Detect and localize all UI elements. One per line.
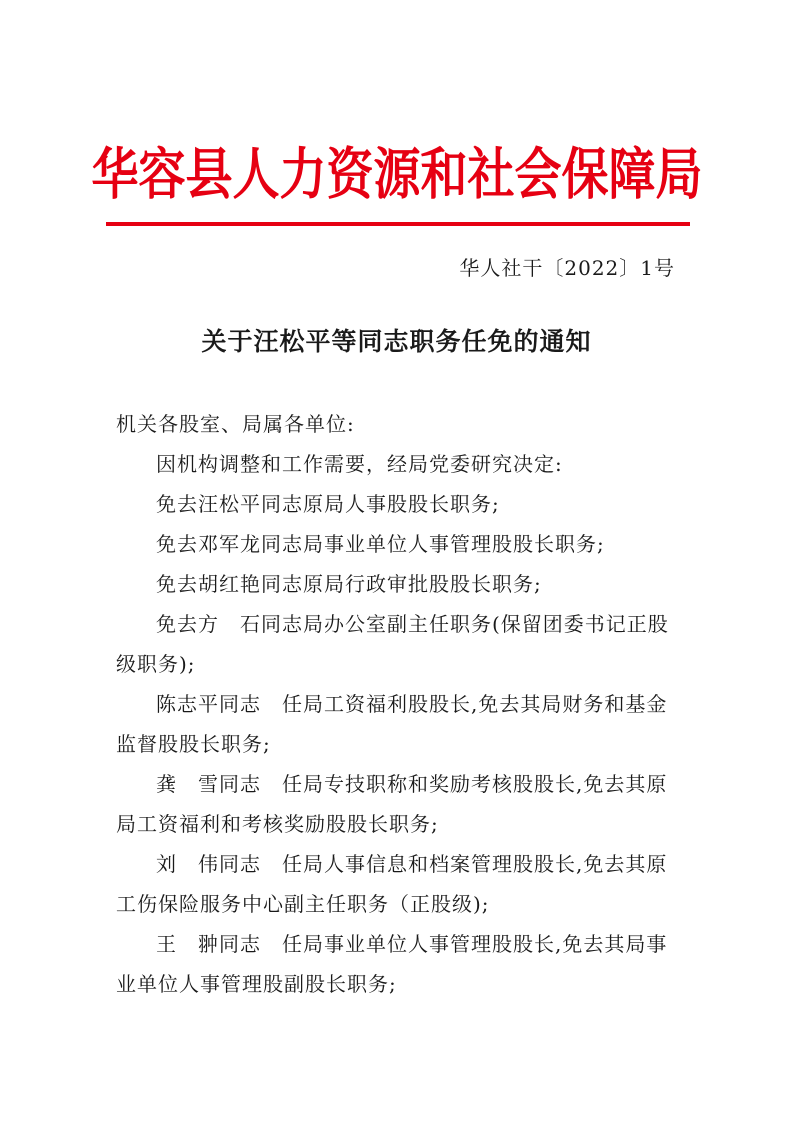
notice-body	[116, 404, 688, 1004]
body-paragraph: 因机构调整和工作需要，经局党委研究决定:	[156, 452, 563, 476]
body-paragraph: 龚 雪同志 任局专技职称和奖励考核股股长,免去其原局工资福利和考核奖励股股长职务;	[116, 772, 668, 836]
body-paragraph: 免去胡红艳同志原局行政审批股股长职务;	[156, 572, 542, 596]
letterhead-red-rule	[106, 222, 690, 226]
body-paragraph: 王 翀同志 任局事业单位人事管理股股长,免去其局事业单位人事管理股副股长职务;	[116, 932, 668, 996]
body-paragraph: 免去汪松平同志原局人事股股长职务;	[156, 492, 500, 516]
addressee: 机关各股室、局属各单位:	[116, 412, 355, 436]
issuing-organization: 华容县人力资源和社会保障局	[91, 142, 703, 208]
body-paragraph: 免去方 石同志局办公室副主任职务(保留团委书记正股级职务);	[116, 612, 669, 676]
body-paragraph: 免去邓军龙同志局事业单位人事管理股股长职务;	[156, 532, 605, 556]
body-paragraph: 刘 伟同志 任局人事信息和档案管理股股长,免去其原工伤保险服务中心副主任职务（正股级);	[116, 852, 668, 916]
body-paragraph: 陈志平同志 任局工资福利股股长,免去其局财务和基金监督股股长职务;	[116, 692, 668, 756]
notice-title: 关于汪松平等同志职务任免的通知	[201, 327, 592, 356]
letterhead	[91, 130, 703, 210]
document-number: 华人社干〔2022〕1号	[459, 256, 675, 280]
